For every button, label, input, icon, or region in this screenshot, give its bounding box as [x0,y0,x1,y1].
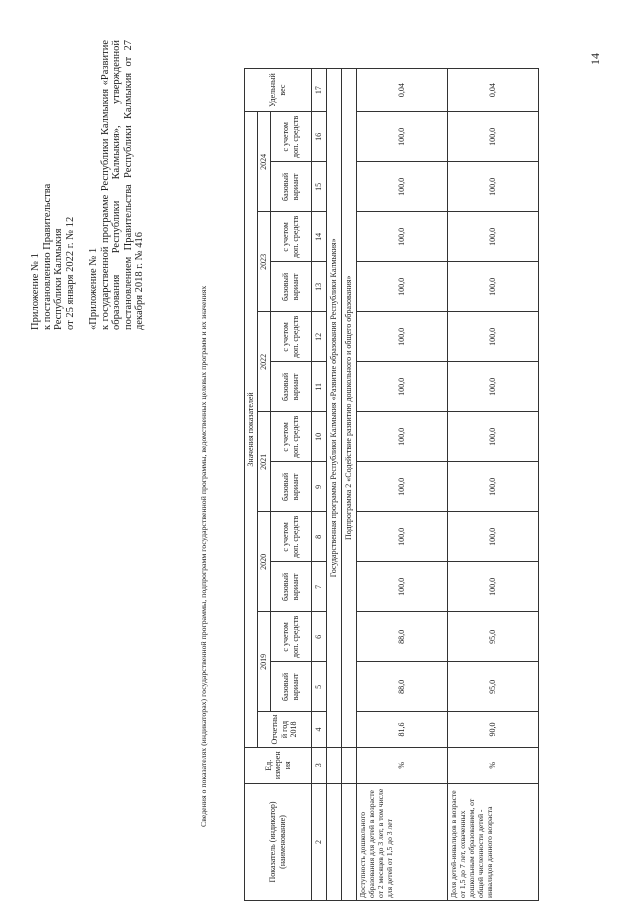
header-extra-funds: с учетом доп. средств [270,212,311,262]
value-cell: 88,0 [356,612,447,662]
column-number: 2 [311,783,326,900]
value-cell: 95,0 [447,612,538,662]
program-reference-text: к государственной программе Республики Калмыкия «Развитие образования Республики Калмыкия», утвержденной постановлением Правительства Республики Калмыкия от 27 декабря 2018 г. № 416 [99,40,145,330]
value-cell: 95,0 [447,662,538,712]
subprogram-title: Подпрограмма 2 «Содействие развитию дошкольного и общего образования» [341,69,356,748]
value-cell: 100,0 [447,212,538,262]
value-cell: 100,0 [447,412,538,462]
header-share: Удельный вес [245,69,312,112]
value-cell: 100,0 [447,162,538,212]
column-number: 5 [311,662,326,712]
column-number: 9 [311,462,326,512]
value-cell: 100,0 [356,162,447,212]
value-cell: 100,0 [447,562,538,612]
indicator-name: Доступность дошкольного образования для детей в возрасте от 2 месяцев до 3 лет, в том числе для детей от 1,5 до 3 лет [356,783,447,900]
header-extra-funds: с учетом доп. средств [270,112,311,162]
value-cell: 100,0 [356,362,447,412]
header-year: 2023 [258,212,271,312]
empty-cell [326,747,341,783]
appendix-line-3: Республики Калмыкия [53,228,64,330]
column-number: 11 [311,362,326,412]
column-number: 8 [311,512,326,562]
table-row [447,69,538,901]
header-indicator: Показатель (индикатор) (наименование) [245,783,312,900]
header-extra-funds: с учетом доп. средств [270,312,311,362]
header-base-variant: базовый вариант [270,262,311,312]
header-report-year: Отчетный год 2018 [258,712,312,747]
appendix-line-4: от 25 января 2022 г. № 12 [64,216,76,330]
share-cell: 0,04 [447,69,538,112]
appendix-header [30,40,146,330]
header-values: Значения показателей [245,112,258,747]
value-cell: 100,0 [447,512,538,562]
share-cell: 0,04 [356,69,447,112]
column-number: 10 [311,412,326,462]
table-row [356,69,447,901]
page-number: 14 [588,53,602,65]
column-number: 3 [311,747,326,783]
header-base-variant: базовый вариант [270,162,311,212]
column-number: 6 [311,612,326,662]
value-cell: 100,0 [447,262,538,312]
program-reference [88,40,146,330]
value-cell: 100,0 [356,412,447,462]
value-cell: 100,0 [447,462,538,512]
indicator-unit: % [356,747,447,783]
value-cell: 88,0 [356,662,447,712]
value-cell: 100,0 [356,562,447,612]
indicator-name: Доля детей-инвалидов в возрасте от 1,5 до 7 лет, охваченных дошкольным образованием, от общей численности детей - инвалидов данного возраста [447,783,538,900]
value-cell: 100,0 [356,212,447,262]
value-cell: 100,0 [447,312,538,362]
header-base-variant: базовый вариант [270,362,311,412]
header-row-1 [245,69,258,901]
header-base-variant: базовый вариант [270,462,311,512]
header-year: 2020 [258,512,271,612]
column-number: 4 [311,712,326,747]
header-year: 2019 [258,612,271,712]
value-cell: 100,0 [356,112,447,162]
appendix-title: Приложение № 1 [30,253,41,330]
column-number: 12 [311,312,326,362]
header-unit: Ед. измерения [245,747,312,783]
column-number: 16 [311,112,326,162]
header-extra-funds: с учетом доп. средств [270,412,311,462]
value-cell: 100,0 [356,262,447,312]
value-cell: 100,0 [356,512,447,562]
program-reference-title: «Приложение № 1 [88,247,99,330]
value-cell: 100,0 [356,462,447,512]
header-extra-funds: с учетом доп. средств [270,612,311,662]
table-caption: Сведения о показателях (индикаторах) государственной программы, подпрограмм государственной программы, ведомственных целевых программ и их значениях [199,285,208,827]
column-number: 7 [311,562,326,612]
program-row [326,69,341,901]
column-number: 15 [311,162,326,212]
header-base-variant: базовый вариант [270,662,311,712]
indicator-unit: % [447,747,538,783]
subprogram-row [341,69,356,901]
value-cell: 90,0 [447,712,538,747]
indicators-table [244,68,539,901]
program-title: Государственная программа Республики Калмыкия «Развитие образования Республики Калмыкия» [326,69,341,748]
column-number: 14 [311,212,326,262]
header-year: 2022 [258,312,271,412]
column-numbers-row [311,69,326,901]
value-cell: 100,0 [356,312,447,362]
value-cell: 100,0 [447,362,538,412]
empty-cell [341,747,356,783]
empty-cell [326,783,341,900]
column-number: 13 [311,262,326,312]
header-year: 2024 [258,112,271,212]
value-cell: 81,6 [356,712,447,747]
appendix-line-2: к постановлению Правительства [41,183,53,330]
header-year: 2021 [258,412,271,512]
header-extra-funds: с учетом доп. средств [270,512,311,562]
value-cell: 100,0 [447,112,538,162]
empty-cell [341,783,356,900]
header-base-variant: базовый вариант [270,562,311,612]
column-number: 17 [311,69,326,112]
